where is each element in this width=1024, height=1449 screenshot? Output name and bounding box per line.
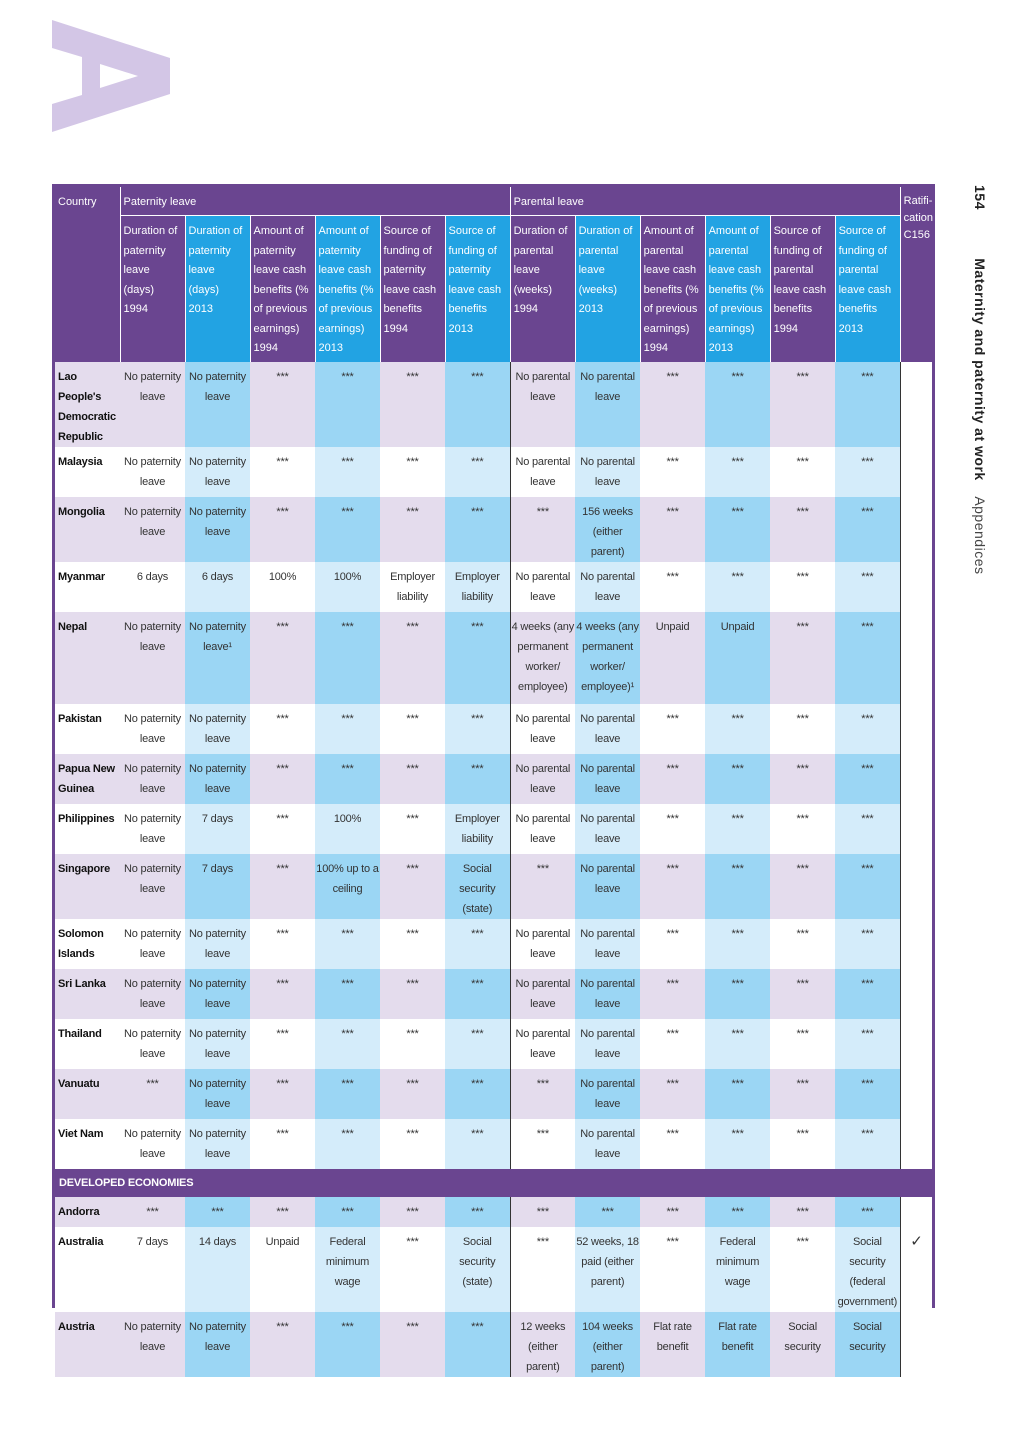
cell: *** bbox=[250, 1019, 315, 1069]
cell: *** bbox=[640, 1069, 705, 1119]
cell: No paternity leave bbox=[185, 1069, 250, 1119]
cell: *** bbox=[835, 447, 900, 497]
cell: *** bbox=[250, 612, 315, 704]
ratification-mark bbox=[900, 854, 932, 919]
cell: 104 weeks (either parent) bbox=[575, 1312, 640, 1377]
cell: *** bbox=[705, 362, 770, 447]
cell: No paternity leave bbox=[185, 704, 250, 754]
cell: *** bbox=[705, 754, 770, 804]
cell: *** bbox=[640, 1227, 705, 1312]
cell: No parental leave bbox=[510, 919, 575, 969]
cell: *** bbox=[315, 704, 380, 754]
ratification-mark bbox=[900, 919, 932, 969]
cell: *** bbox=[510, 497, 575, 562]
cell: No parental leave bbox=[575, 919, 640, 969]
cell: *** bbox=[770, 1197, 835, 1227]
cell: *** bbox=[315, 1019, 380, 1069]
cell: No paternity leave bbox=[185, 1312, 250, 1377]
ratification-mark bbox=[900, 804, 932, 854]
table-row bbox=[55, 562, 932, 612]
cell: *** bbox=[380, 497, 445, 562]
cell: Federal minimum wage bbox=[315, 1227, 380, 1312]
cell: Flat rate benefit bbox=[640, 1312, 705, 1377]
cell: *** bbox=[315, 969, 380, 1019]
col-country: Country bbox=[55, 187, 120, 362]
cell: *** bbox=[315, 1312, 380, 1377]
country-name: Singapore bbox=[55, 854, 120, 919]
cell: *** bbox=[640, 804, 705, 854]
cell: Employer liability bbox=[445, 562, 510, 612]
cell: *** bbox=[835, 612, 900, 704]
cell: *** bbox=[250, 362, 315, 447]
cell: *** bbox=[445, 612, 510, 704]
cell: *** bbox=[185, 1197, 250, 1227]
country-name: Austria bbox=[55, 1312, 120, 1377]
cell: *** bbox=[705, 447, 770, 497]
table-row bbox=[55, 497, 932, 562]
cell: *** bbox=[640, 447, 705, 497]
appendix-letter bbox=[52, 20, 170, 132]
cell: Social security (state) bbox=[445, 854, 510, 919]
cell: Unpaid bbox=[250, 1227, 315, 1312]
cell: *** bbox=[575, 1197, 640, 1227]
cell: 7 days bbox=[120, 1227, 185, 1312]
cell: *** bbox=[705, 497, 770, 562]
cell: *** bbox=[250, 1119, 315, 1169]
table-row bbox=[55, 754, 932, 804]
table-row bbox=[55, 969, 932, 1019]
cell: No parental leave bbox=[510, 447, 575, 497]
cell: *** bbox=[380, 919, 445, 969]
cell: *** bbox=[770, 704, 835, 754]
cell: 6 days bbox=[120, 562, 185, 612]
cell: *** bbox=[770, 1227, 835, 1312]
cell: *** bbox=[835, 1069, 900, 1119]
cell: *** bbox=[705, 1019, 770, 1069]
table-row bbox=[55, 1069, 932, 1119]
cell: 100% up to a ceiling bbox=[315, 854, 380, 919]
cell: Social security (state) bbox=[445, 1227, 510, 1312]
cell: *** bbox=[315, 1069, 380, 1119]
country-name: Philippines bbox=[55, 804, 120, 854]
cell: *** bbox=[640, 919, 705, 969]
cell: No paternity leave bbox=[120, 1312, 185, 1377]
cell: 52 weeks, 18 paid (either parent) bbox=[575, 1227, 640, 1312]
cell: *** bbox=[770, 362, 835, 447]
cell: No paternity leave bbox=[185, 969, 250, 1019]
cell: *** bbox=[250, 1069, 315, 1119]
cell: 156 weeks (either parent) bbox=[575, 497, 640, 562]
cell: *** bbox=[380, 1227, 445, 1312]
cell: *** bbox=[380, 969, 445, 1019]
cell: *** bbox=[445, 447, 510, 497]
col-ratification: Ratifi-cation C156 bbox=[900, 187, 932, 362]
subheader-7: Duration of parental leave (weeks) 1994 bbox=[510, 216, 575, 362]
cell: *** bbox=[250, 969, 315, 1019]
cell: No paternity leave bbox=[120, 754, 185, 804]
section-row bbox=[55, 1169, 932, 1197]
cell: *** bbox=[835, 1119, 900, 1169]
ratification-mark bbox=[900, 1312, 932, 1377]
cell: No parental leave bbox=[510, 562, 575, 612]
cell: *** bbox=[640, 1119, 705, 1169]
ratification-mark bbox=[900, 969, 932, 1019]
country-name: Lao People's Democratic Republic bbox=[55, 362, 120, 447]
cell: *** bbox=[770, 854, 835, 919]
cell: *** bbox=[705, 562, 770, 612]
cell: *** bbox=[315, 919, 380, 969]
cell: *** bbox=[380, 447, 445, 497]
cell: No paternity leave bbox=[120, 854, 185, 919]
cell: *** bbox=[380, 612, 445, 704]
cell: No paternity leave bbox=[120, 362, 185, 447]
cell: No parental leave bbox=[575, 969, 640, 1019]
ratification-mark bbox=[900, 497, 932, 562]
cell: No parental leave bbox=[510, 362, 575, 447]
country-name: Myanmar bbox=[55, 562, 120, 612]
cell: *** bbox=[835, 854, 900, 919]
subheader-6: Source of funding of paternity leave cash benefits 2013 bbox=[445, 216, 510, 362]
cell: *** bbox=[315, 447, 380, 497]
cell: *** bbox=[770, 1119, 835, 1169]
cell: *** bbox=[445, 1069, 510, 1119]
cell: *** bbox=[250, 1312, 315, 1377]
cell: *** bbox=[640, 1019, 705, 1069]
cell: *** bbox=[835, 704, 900, 754]
page-number: 154 bbox=[972, 185, 988, 210]
cell: *** bbox=[445, 1312, 510, 1377]
table-row bbox=[55, 1019, 932, 1069]
cell: No parental leave bbox=[575, 704, 640, 754]
cell: *** bbox=[770, 919, 835, 969]
cell: Social security bbox=[835, 1312, 900, 1377]
section-name: Appendices bbox=[972, 496, 988, 575]
cell: *** bbox=[510, 854, 575, 919]
cell: No paternity leave bbox=[185, 447, 250, 497]
cell: No paternity leave bbox=[185, 1019, 250, 1069]
section-title: DEVELOPED ECONOMIES bbox=[55, 1169, 932, 1197]
subheader-11: Source of funding of parental leave cash benefits 1994 bbox=[770, 216, 835, 362]
cell: No parental leave bbox=[510, 754, 575, 804]
ratification-mark bbox=[900, 1197, 932, 1227]
cell: No paternity leave bbox=[120, 612, 185, 704]
table-row bbox=[55, 612, 932, 704]
cell: *** bbox=[380, 854, 445, 919]
cell: No paternity leave bbox=[120, 919, 185, 969]
cell: No parental leave bbox=[575, 804, 640, 854]
cell: *** bbox=[380, 1019, 445, 1069]
cell: No paternity leave bbox=[120, 497, 185, 562]
cell: No parental leave bbox=[510, 804, 575, 854]
group-parental: Parental leave bbox=[510, 187, 900, 216]
cell: *** bbox=[380, 754, 445, 804]
cell: 100% bbox=[250, 562, 315, 612]
leave-table bbox=[52, 184, 935, 1373]
cell: *** bbox=[380, 1069, 445, 1119]
cell: *** bbox=[120, 1069, 185, 1119]
cell: *** bbox=[770, 562, 835, 612]
cell: *** bbox=[380, 704, 445, 754]
ratification-mark bbox=[900, 447, 932, 497]
country-name: Solomon Islands bbox=[55, 919, 120, 969]
book-title: Maternity and paternity at work bbox=[972, 258, 988, 481]
ratification-mark bbox=[900, 754, 932, 804]
cell: Unpaid bbox=[640, 612, 705, 704]
cell: *** bbox=[250, 497, 315, 562]
cell: *** bbox=[445, 1119, 510, 1169]
table-row bbox=[55, 919, 932, 969]
table-row bbox=[55, 1197, 932, 1227]
cell: *** bbox=[380, 1119, 445, 1169]
cell: *** bbox=[640, 754, 705, 804]
cell: 4 weeks (any permanent worker/ employee) bbox=[510, 612, 575, 704]
cell: *** bbox=[640, 854, 705, 919]
cell: *** bbox=[315, 362, 380, 447]
cell: *** bbox=[770, 754, 835, 804]
cell: No paternity leave bbox=[120, 1119, 185, 1169]
subheader-3: Amount of paternity leave cash benefits (% of previous earnings) 1994 bbox=[250, 216, 315, 362]
cell: *** bbox=[380, 362, 445, 447]
cell: *** bbox=[315, 612, 380, 704]
cell: *** bbox=[120, 1197, 185, 1227]
cell: No parental leave bbox=[510, 704, 575, 754]
cell: No parental leave bbox=[575, 1119, 640, 1169]
cell: *** bbox=[705, 1197, 770, 1227]
cell: *** bbox=[250, 704, 315, 754]
cell: *** bbox=[445, 1197, 510, 1227]
cell: *** bbox=[640, 1197, 705, 1227]
cell: No parental leave bbox=[575, 754, 640, 804]
cell: 100% bbox=[315, 804, 380, 854]
ratification-mark bbox=[900, 612, 932, 704]
cell: *** bbox=[835, 754, 900, 804]
cell: *** bbox=[380, 804, 445, 854]
cell: *** bbox=[315, 497, 380, 562]
cell: *** bbox=[835, 1197, 900, 1227]
country-name: Vanuatu bbox=[55, 1069, 120, 1119]
cell: *** bbox=[250, 1197, 315, 1227]
cell: *** bbox=[705, 804, 770, 854]
table-row bbox=[55, 1119, 932, 1169]
country-name: Australia bbox=[55, 1227, 120, 1312]
table-row bbox=[55, 1227, 932, 1312]
cell: *** bbox=[640, 362, 705, 447]
subheader-4: Amount of paternity leave cash benefits (% of previous earnings) 2013 bbox=[315, 216, 380, 362]
cell: *** bbox=[835, 919, 900, 969]
subheader-12: Source of funding of parental leave cash benefits 2013 bbox=[835, 216, 900, 362]
ratification-mark bbox=[900, 704, 932, 754]
running-header bbox=[960, 185, 1000, 705]
cell: *** bbox=[835, 362, 900, 447]
cell: *** bbox=[445, 754, 510, 804]
ratification-mark bbox=[900, 1019, 932, 1069]
cell: *** bbox=[380, 1312, 445, 1377]
cell: No paternity leave bbox=[185, 754, 250, 804]
cell: No paternity leave bbox=[185, 362, 250, 447]
cell: No paternity leave bbox=[185, 497, 250, 562]
table-row bbox=[55, 1312, 932, 1377]
cell: 12 weeks (either parent) bbox=[510, 1312, 575, 1377]
cell: *** bbox=[445, 704, 510, 754]
cell: *** bbox=[770, 612, 835, 704]
country-name: Mongolia bbox=[55, 497, 120, 562]
ratification-mark bbox=[900, 562, 932, 612]
subheader-1: Duration of paternity leave (days) 1994 bbox=[120, 216, 185, 362]
country-name: Viet Nam bbox=[55, 1119, 120, 1169]
cell: *** bbox=[705, 704, 770, 754]
cell: No paternity leave¹ bbox=[185, 612, 250, 704]
cell: No paternity leave bbox=[120, 969, 185, 1019]
cell: No parental leave bbox=[510, 969, 575, 1019]
cell: *** bbox=[640, 497, 705, 562]
cell: *** bbox=[705, 969, 770, 1019]
country-name: Pakistan bbox=[55, 704, 120, 754]
subheader-9: Amount of parental leave cash benefits (% of previous earnings) 1994 bbox=[640, 216, 705, 362]
cell: *** bbox=[250, 854, 315, 919]
cell: Flat rate benefit bbox=[705, 1312, 770, 1377]
cell: *** bbox=[445, 969, 510, 1019]
cell: *** bbox=[445, 362, 510, 447]
group-paternity: Paternity leave bbox=[120, 187, 510, 216]
cell: *** bbox=[835, 969, 900, 1019]
ratification-mark bbox=[900, 1069, 932, 1119]
cell: 4 weeks (any permanent worker/ employee)¹ bbox=[575, 612, 640, 704]
cell: *** bbox=[510, 1069, 575, 1119]
cell: *** bbox=[770, 1069, 835, 1119]
country-name: Malaysia bbox=[55, 447, 120, 497]
subheader-2: Duration of paternity leave (days) 2013 bbox=[185, 216, 250, 362]
cell: *** bbox=[315, 754, 380, 804]
cell: *** bbox=[770, 447, 835, 497]
cell: 14 days bbox=[185, 1227, 250, 1312]
cell: 7 days bbox=[185, 854, 250, 919]
table-row bbox=[55, 704, 932, 754]
cell: *** bbox=[705, 919, 770, 969]
cell: *** bbox=[705, 1119, 770, 1169]
cell: *** bbox=[315, 1197, 380, 1227]
cell: *** bbox=[315, 1119, 380, 1169]
cell: *** bbox=[510, 1227, 575, 1312]
country-name: Sri Lanka bbox=[55, 969, 120, 1019]
ratification-mark bbox=[900, 362, 932, 447]
cell: *** bbox=[250, 447, 315, 497]
cell: No parental leave bbox=[575, 1019, 640, 1069]
cell: No paternity leave bbox=[120, 447, 185, 497]
cell: No parental leave bbox=[510, 1019, 575, 1069]
cell: 6 days bbox=[185, 562, 250, 612]
cell: No parental leave bbox=[575, 854, 640, 919]
cell: *** bbox=[770, 804, 835, 854]
cell: No parental leave bbox=[575, 362, 640, 447]
country-name: Nepal bbox=[55, 612, 120, 704]
cell: No paternity leave bbox=[185, 919, 250, 969]
cell: *** bbox=[705, 854, 770, 919]
cell: Federal minimum wage bbox=[705, 1227, 770, 1312]
cell: *** bbox=[250, 919, 315, 969]
cell: *** bbox=[445, 497, 510, 562]
cell: *** bbox=[510, 1119, 575, 1169]
subheader-8: Duration of parental leave (weeks) 2013 bbox=[575, 216, 640, 362]
table-row bbox=[55, 854, 932, 919]
ratification-mark: ✓ bbox=[900, 1227, 932, 1312]
cell: *** bbox=[770, 497, 835, 562]
cell: *** bbox=[445, 919, 510, 969]
cell: No parental leave bbox=[575, 447, 640, 497]
cell: *** bbox=[640, 704, 705, 754]
ratification-mark bbox=[900, 1119, 932, 1169]
cell: No paternity leave bbox=[120, 704, 185, 754]
cell: Employer liability bbox=[380, 562, 445, 612]
cell: *** bbox=[835, 562, 900, 612]
country-name: Thailand bbox=[55, 1019, 120, 1069]
cell: *** bbox=[640, 562, 705, 612]
cell: *** bbox=[250, 754, 315, 804]
table-row bbox=[55, 362, 932, 447]
cell: *** bbox=[445, 1019, 510, 1069]
cell: No parental leave bbox=[575, 562, 640, 612]
subheader-5: Source of funding of paternity leave cash benefits 1994 bbox=[380, 216, 445, 362]
cell: *** bbox=[250, 804, 315, 854]
cell: *** bbox=[705, 1069, 770, 1119]
cell: Unpaid bbox=[705, 612, 770, 704]
cell: *** bbox=[380, 1197, 445, 1227]
cell: No paternity leave bbox=[120, 1019, 185, 1069]
cell: Employer liability bbox=[445, 804, 510, 854]
country-name: Andorra bbox=[55, 1197, 120, 1227]
cell: No paternity leave bbox=[185, 1119, 250, 1169]
cell: *** bbox=[835, 804, 900, 854]
cell: No parental leave bbox=[575, 1069, 640, 1119]
subheader-10: Amount of parental leave cash benefits (% of previous earnings) 2013 bbox=[705, 216, 770, 362]
cell: No paternity leave bbox=[120, 804, 185, 854]
cell: *** bbox=[770, 1019, 835, 1069]
country-name: Papua New Guinea bbox=[55, 754, 120, 804]
cell: *** bbox=[835, 497, 900, 562]
cell: *** bbox=[770, 969, 835, 1019]
cell: *** bbox=[640, 969, 705, 1019]
cell: *** bbox=[835, 1019, 900, 1069]
cell: *** bbox=[510, 1197, 575, 1227]
cell: Social security (federal government) bbox=[835, 1227, 900, 1312]
table-row bbox=[55, 804, 932, 854]
cell: 100% bbox=[315, 562, 380, 612]
table-row bbox=[55, 447, 932, 497]
cell: 7 days bbox=[185, 804, 250, 854]
cell: Social security bbox=[770, 1312, 835, 1377]
